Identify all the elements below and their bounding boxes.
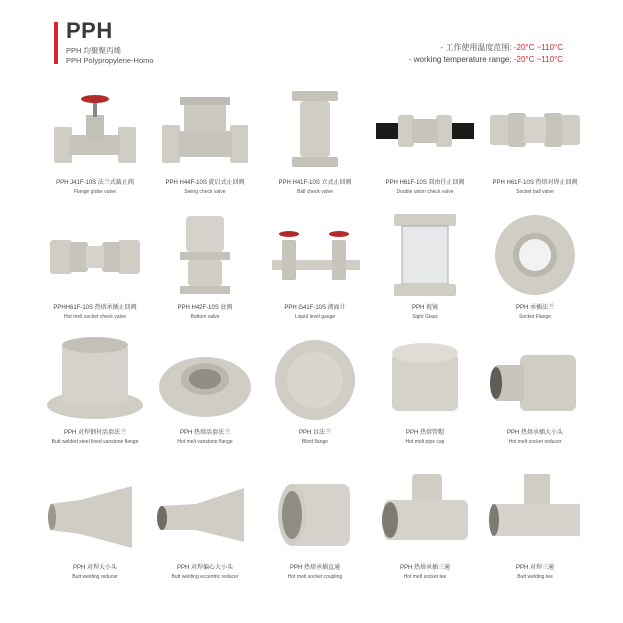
product-name-cn: PPH J41F-10S 法兰式截止阀: [56, 180, 134, 186]
product-card[interactable]: [370, 470, 480, 580]
vanstone-flange-icon: [40, 335, 150, 425]
product-card[interactable]: [370, 210, 480, 320]
sight-glass-icon: [370, 210, 480, 300]
product-name-cn: PPHH61F-10S 热熔承插止回阀: [53, 305, 137, 311]
product-card[interactable]: [150, 470, 260, 580]
product-name-en: Butt welding tee: [517, 574, 553, 580]
temperature-en: [409, 55, 563, 64]
product-name-en: Ball check valve: [297, 189, 333, 195]
product-name-en: Butt welding eccentric reducer: [171, 574, 239, 580]
product-name-cn: PPH 热熔承插三通: [399, 565, 450, 571]
socket-tee-icon: [370, 470, 480, 560]
product-name-cn: PPH G41F-10S 液面计: [284, 305, 346, 311]
product-name-en: Swing check valve: [184, 189, 226, 195]
accent-bar: [54, 22, 58, 64]
product-name-cn: PPH 热熔承插大小头: [506, 430, 563, 436]
liquid-level-gauge-icon: [260, 210, 370, 300]
product-name-cn: PPH 视镜: [411, 305, 438, 311]
socket-check-valve-icon: [40, 210, 150, 300]
temperature-en-value: -20°C ~110°C: [513, 55, 563, 64]
product-name-en: Sight Glass: [412, 314, 438, 320]
product-card[interactable]: [480, 85, 590, 195]
temperature-cn-value: -20°C ~110°C: [513, 43, 563, 52]
subtitle-cn: PPH 均聚聚丙烯: [66, 46, 122, 55]
swing-check-valve-icon: [150, 85, 260, 175]
product-name-cn: PPH 对焊三通: [515, 565, 554, 571]
subtitle-en: PPH Polypropylene-Homo: [66, 56, 154, 65]
flange-globe-valve-icon: [40, 85, 150, 175]
product-card[interactable]: [370, 85, 480, 195]
butt-tee-icon: [480, 470, 590, 560]
product-name-en: Hot melt socket tee: [403, 574, 447, 580]
temperature-cn-label: - 工作使用温度范围:: [440, 43, 514, 52]
product-card[interactable]: [260, 470, 370, 580]
temperature-cn: [440, 42, 563, 53]
product-card[interactable]: [40, 470, 150, 580]
product-name-en: Bottom valve: [190, 314, 220, 320]
product-name-cn: PPH 承插法兰: [515, 305, 554, 311]
product-name-en: Hot melt socket reducer: [508, 439, 562, 445]
double-union-check-valve-icon: [370, 85, 480, 175]
product-card[interactable]: [40, 85, 150, 195]
product-name-en: Blind flange: [301, 439, 329, 445]
product-name-cn: PPH 盲法兰: [298, 430, 331, 436]
product-card[interactable]: [480, 335, 590, 445]
product-name-en: Butt welding reducer: [72, 574, 118, 580]
socket-reducer-icon: [480, 335, 590, 425]
product-name-cn: PPH 热熔活套法兰: [179, 430, 230, 436]
pipe-cap-icon: [370, 335, 480, 425]
product-name-en: Hot melt pipe cap: [405, 439, 445, 445]
product-name-en: Hot melt socket check valve: [64, 314, 126, 320]
product-card[interactable]: [150, 210, 260, 320]
socket-ball-valve-icon: [480, 85, 590, 175]
page-title: PPH: [66, 18, 113, 43]
product-name-en: Liquid level gauge: [294, 314, 336, 320]
product-card[interactable]: [150, 335, 260, 445]
product-name-cn: PPH 对焊偏心大小头: [176, 565, 233, 571]
product-name-en: Butt welded steel lined vanstone flange: [51, 439, 139, 445]
product-name-cn: PPH 对焊大小头: [72, 565, 117, 571]
product-card[interactable]: [480, 470, 590, 580]
product-card[interactable]: [370, 335, 480, 445]
product-name-cn: PPH 对焊钢衬活套法兰: [63, 430, 126, 436]
product-name-en: Hot melt socket coupling: [287, 574, 343, 580]
product-card[interactable]: [40, 210, 150, 320]
hot-melt-vanstone-flange-icon: [150, 335, 260, 425]
product-name-en: Socket ball valve: [516, 189, 554, 195]
product-name-cn: PPH H44F-10S 旋启式止回阀: [165, 180, 245, 186]
product-name-cn: PPH 热熔承插直通: [289, 565, 340, 571]
eccentric-reducer-icon: [150, 470, 260, 560]
product-card[interactable]: [260, 85, 370, 195]
product-name-en: Hot melt vanstone flange: [177, 439, 233, 445]
temperature-en-label: - working temperature range:: [408, 55, 514, 64]
ball-check-valve-icon: [260, 85, 370, 175]
product-card[interactable]: [480, 210, 590, 320]
product-card[interactable]: [260, 335, 370, 445]
product-card[interactable]: [40, 335, 150, 445]
product-name-en: Double union check valve: [396, 189, 454, 195]
socket-coupling-icon: [260, 470, 370, 560]
product-name-cn: PPH H42F-10S 底阀: [177, 305, 233, 311]
product-name-en: Socket Flange: [519, 314, 551, 320]
product-card[interactable]: [260, 210, 370, 320]
socket-flange-icon: [480, 210, 590, 300]
product-name-cn: PPH H61F-10S 双由任止回阀: [385, 180, 465, 186]
product-name-cn: PPH H41F-10S 立式止回阀: [278, 180, 352, 186]
product-name-cn: PPH 热熔管帽: [405, 430, 444, 436]
bottom-valve-icon: [150, 210, 260, 300]
product-name-en: Flange globe valve: [74, 189, 116, 195]
butt-reducer-icon: [40, 470, 150, 560]
blind-flange-icon: [260, 335, 370, 425]
product-card[interactable]: [150, 85, 260, 195]
product-name-cn: PPH H61F-10S 热熔对焊止回阀: [492, 180, 578, 186]
